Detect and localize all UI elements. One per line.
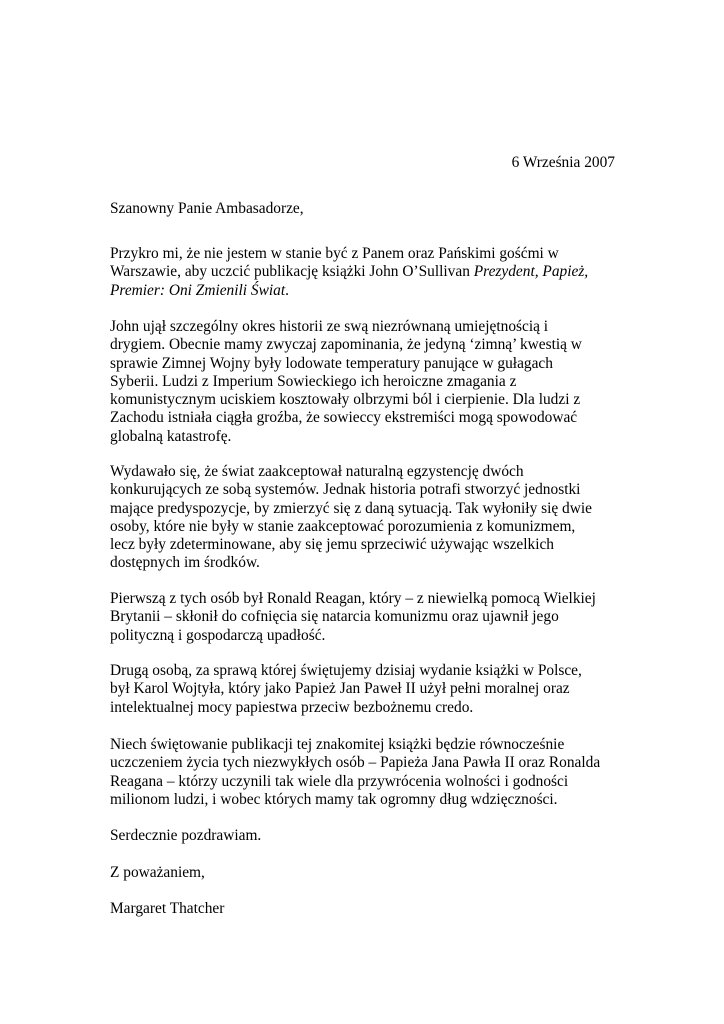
paragraph-4-line: Pierwszą z tych osób był Ronald Reagan, który – z niewielką pomocą Wielkiej (110, 590, 596, 607)
paragraph-1-line-2-text: Warszawie, aby uczcić publikację książki John O’Sullivan (110, 263, 474, 281)
paragraph-3-line: konkurujących ze sobą systemów. Jednak historia potrafi stworzyć jednostki (110, 481, 581, 499)
paragraph-3-line: Wydawało się, że świat zaakceptował naturalną egzystencję dwóch (110, 463, 524, 480)
paragraph-6-line: uczczeniem życia tych niezwykłych osób – Papieża Jana Pawła II oraz Ronalda (110, 754, 601, 772)
paragraph-3-line: mające predyspozycje, by zmierzyć się z daną sytuacją. Tak wyłoniły się dwie (110, 499, 592, 517)
paragraph-4 (110, 590, 630, 645)
paragraph-2-line: John ujął szczególny okres historii ze swą niezrównaną umiejętnością i (110, 318, 549, 335)
salutation-text: Szanowny Panie Ambasadorze, (110, 200, 304, 217)
closing-regards-text: Z poważaniem, (110, 864, 205, 881)
paragraph-3-line: dostępnych im środków. (110, 554, 260, 572)
paragraph-6 (110, 736, 630, 809)
paragraph-4-line: polityczną i gospodarczą upadłość. (110, 626, 326, 644)
closing-greeting (110, 827, 630, 845)
paragraph-2-line: globalną katastrofę. (110, 427, 232, 445)
paragraph-2-line: drygiem. Obecnie mamy zwyczaj zapominania, że jedyną ‘zimną’ kwestią w (110, 336, 582, 354)
paragraph-1-period: . (285, 281, 289, 299)
paragraph-1-line-2 (110, 263, 630, 281)
paragraph-6-line: milionom ludzi, i wobec których mamy tak ogromny dług wdzięczności. (110, 790, 558, 808)
book-title-part-1: Prezydent, Papież, (473, 263, 589, 281)
book-title-part-2: Premier: Oni Zmienili Świat (110, 281, 286, 299)
paragraph-2-line: Syberii. Ludzi z Imperium Sowieckiego ich heroiczne zmagania z (110, 372, 517, 390)
paragraph-2-line: sprawie Zimnej Wojny były lodowate temperatury panujące w gułagach (110, 354, 553, 372)
paragraph-6-line: Reagana – którzy uczynili tak wiele dla przywrócenia wolności i godności (110, 772, 569, 790)
closing-greeting-text: Serdecznie pozdrawiam. (110, 827, 262, 844)
paragraph-1 (110, 245, 630, 300)
paragraph-6-line: Niech świętowanie publikacji tej znakomitej książki będzie równocześnie (110, 736, 565, 753)
paragraph-5-line: Drugą osobą, za sprawą której świętujemy dzisiaj wydanie książki w Polsce, (110, 662, 582, 679)
paragraph-3 (110, 463, 630, 573)
paragraph-2-line: komunistycznym uciskiem kosztowały olbrzymi ból i cierpienie. Dla ludzi z (110, 391, 581, 409)
paragraph-2-line: Zachodu istniała ciągła groźba, że sowieccy ekstremiści mogą spowodować (110, 409, 578, 427)
paragraph-5 (110, 662, 630, 717)
paragraph-3-line: osoby, które nie były w stanie zaakceptować porozumienia z komunizmem, (110, 517, 576, 535)
paragraph-1-line-3 (110, 282, 630, 300)
paragraph-4-line: Brytanii – skłonił do cofnięcia się natarcia komunizmu oraz ujawnił jego (110, 608, 559, 626)
signature (110, 900, 630, 918)
paragraph-5-line: był Karol Wojtyła, który jako Papież Jan Paweł II użył pełni moralnej oraz (110, 680, 570, 698)
signature-name: Margaret Thatcher (110, 900, 225, 917)
paragraph-3-line: lecz były zdeterminowane, aby się jemu sprzeciwić używając wszelkich (110, 536, 554, 554)
paragraph-5-line: intelektualnej mocy papiestwa przeciw bezbożnemu credo. (110, 698, 474, 716)
letter-date: 6 Września 2007 (511, 154, 615, 171)
salutation (110, 200, 630, 218)
paragraph-2 (110, 318, 630, 446)
paragraph-1-line-1: Przykro mi, że nie jestem w stanie być z Panem oraz Pańskimi gośćmi w (110, 245, 559, 262)
closing-regards (110, 864, 630, 882)
